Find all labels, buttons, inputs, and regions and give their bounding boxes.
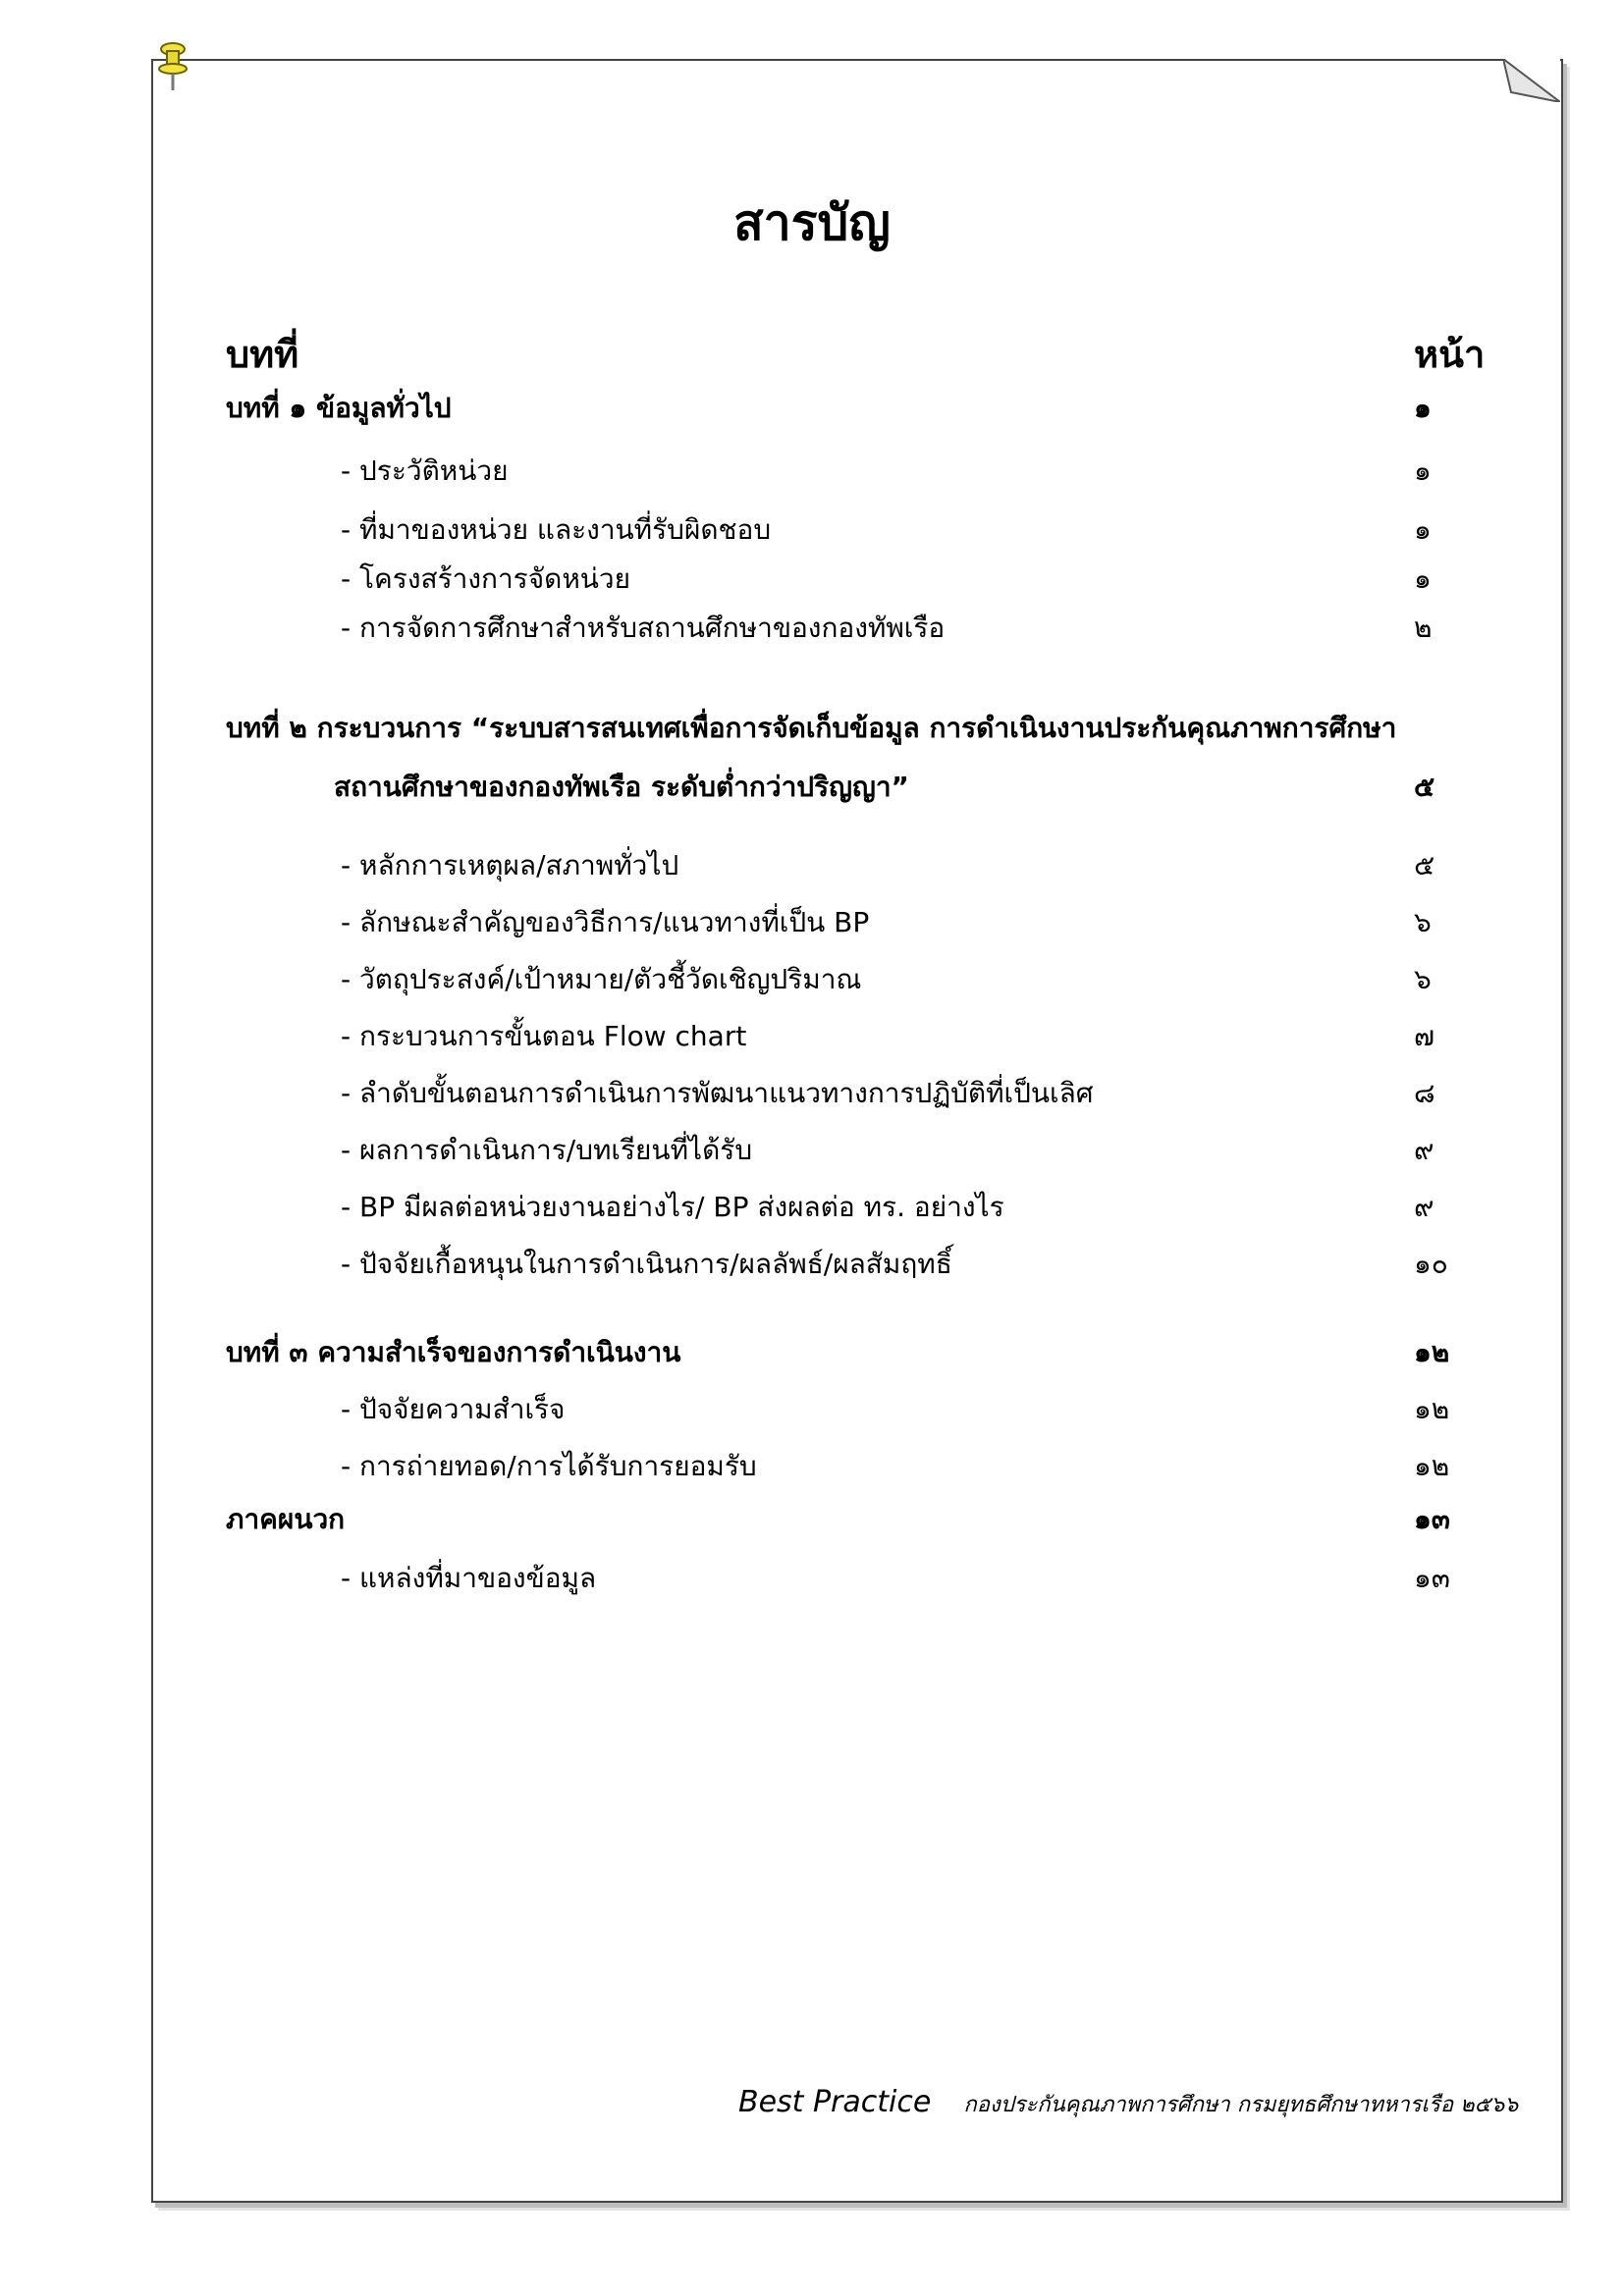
toc-page-number: ๑๒ bbox=[1414, 1393, 1450, 1425]
toc-entry-text: - ประวัติหน่วย bbox=[341, 454, 509, 487]
page-curl-icon bbox=[1503, 59, 1560, 102]
toc-entry-text: สถานศึกษาของกองทัพเรือ ระดับต่ำกว่าปริญญา” bbox=[334, 771, 909, 803]
page-title: สารบัญ bbox=[733, 194, 891, 251]
toc-page-number: ๑๓ bbox=[1414, 1503, 1450, 1535]
toc-entry-text: - หลักการเหตุผล/สภาพทั่วไป bbox=[341, 849, 679, 881]
toc-entry-text: - ปัจจัยความสำเร็จ bbox=[341, 1393, 566, 1425]
toc-page-number: ๑ bbox=[1414, 513, 1432, 546]
toc-entry-text: - กระบวนการขั้นตอน Flow chart bbox=[341, 1020, 747, 1052]
toc-entry-text: - BP มีผลต่อหน่วยงานอย่างไร/ BP ส่งผลต่อ ทร. อย่างไร bbox=[341, 1191, 1004, 1223]
toc-page-number: ๙ bbox=[1414, 1191, 1435, 1223]
toc-page-number: ๑ bbox=[1414, 392, 1432, 424]
footer-brand: Best Practice bbox=[738, 2085, 932, 2119]
column-header-chapter: บทที่ bbox=[226, 333, 299, 376]
toc-page-number: ๕ bbox=[1414, 771, 1435, 803]
toc-entry-text: - การจัดการศึกษาสำหรับสถานศึกษาของกองทัพเรือ bbox=[341, 612, 946, 644]
toc-entry-text: - ลำดับขั้นตอนการดำเนินการพัฒนาแนวทางการปฏิบัติที่เป็นเลิศ bbox=[341, 1077, 1094, 1109]
toc-page-number: ๖ bbox=[1414, 906, 1432, 938]
toc-page-number: ๑๐ bbox=[1414, 1248, 1448, 1280]
toc-page-number: ๗ bbox=[1414, 1020, 1435, 1052]
toc-entry-text: - แหล่งที่มาของข้อมูล bbox=[341, 1562, 597, 1594]
toc-page-number: ๑ bbox=[1414, 562, 1432, 595]
toc-page-number: ๖ bbox=[1414, 963, 1432, 995]
toc-entry-text: บทที่ ๒ กระบวนการ “ระบบสารสนเทศเพื่อการจัดเก็บข้อมูล การดำเนินงานประกันคุณภาพการศึกษา bbox=[226, 712, 1397, 744]
toc-page-number: ๕ bbox=[1414, 849, 1435, 881]
page-footer bbox=[738, 2085, 1518, 2121]
toc-entry-text: - โครงสร้างการจัดหน่วย bbox=[341, 562, 631, 595]
toc-page-number: ๑๓ bbox=[1414, 1562, 1450, 1594]
toc-entry-text: - การถ่ายทอด/การได้รับการยอมรับ bbox=[341, 1450, 757, 1482]
toc-entry-text: บทที่ ๓ ความสำเร็จของการดำเนินงาน bbox=[226, 1336, 681, 1368]
footer-organization: กองประกันคุณภาพการศึกษา กรมยุทธศึกษาทหารเรือ ๒๕๖๖ bbox=[963, 2093, 1519, 2117]
toc-page-number: ๑ bbox=[1414, 454, 1432, 487]
toc-entry-text: ภาคผนวก bbox=[226, 1503, 346, 1535]
toc-entry-text: - ลักษณะสำคัญของวิธีการ/แนวทางที่เป็น BP bbox=[341, 906, 870, 938]
toc-page-number: ๙ bbox=[1414, 1134, 1435, 1166]
toc-page-number: ๑๒ bbox=[1414, 1450, 1450, 1482]
pushpin-icon bbox=[155, 41, 190, 92]
toc-page-number: ๒ bbox=[1414, 612, 1433, 644]
column-header-page: หน้า bbox=[1414, 333, 1486, 376]
toc-entry-text: บทที่ ๑ ข้อมูลทั่วไป bbox=[226, 392, 452, 424]
toc-page-number: ๑๒ bbox=[1414, 1336, 1450, 1368]
toc-page-number: ๘ bbox=[1414, 1077, 1435, 1109]
toc-entry-text: - ที่มาของหน่วย และงานที่รับผิดชอบ bbox=[341, 513, 772, 546]
toc-entry-text: - ผลการดำเนินการ/บทเรียนที่ได้รับ bbox=[341, 1134, 753, 1166]
toc-entry-text: - วัตถุประสงค์/เป้าหมาย/ตัวชี้วัดเชิญปริมาณ bbox=[341, 963, 862, 995]
toc-entry-text: - ปัจจัยเกื้อหนุนในการดำเนินการ/ผลลัพธ์/ผลสัมฤทธิ์ bbox=[341, 1248, 952, 1280]
